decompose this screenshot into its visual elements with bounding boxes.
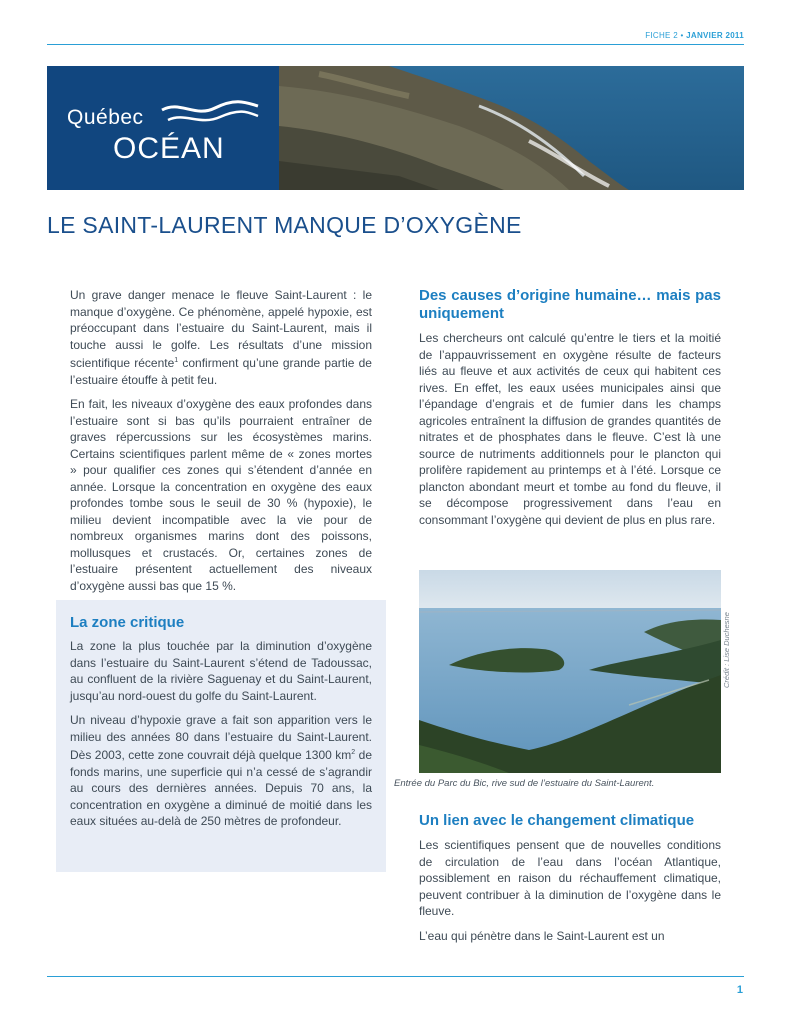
photo-credit: Crédit : Lise Duchesne bbox=[722, 612, 731, 688]
left-column bbox=[70, 287, 372, 594]
fiche-number: FICHE 2 bbox=[645, 31, 678, 40]
right-column bbox=[419, 287, 721, 528]
issue-date: JANVIER 2011 bbox=[686, 31, 744, 40]
logo-text-quebec: Québec bbox=[67, 106, 144, 129]
logo-block bbox=[47, 66, 279, 190]
page-number: 1 bbox=[736, 984, 743, 996]
superscript-2: 2 bbox=[351, 749, 356, 756]
footer-rule bbox=[47, 976, 744, 977]
critical-zone-paragraph-2: Un niveau d’hypoxie grave a fait son apparition vers le milieu des années 80 dans l’estuaire du Saint-Laurent. Dès 2003, cette zone couvrait déjà quelque 1300 $km^2$ de fonds marins, une superficie qui n’a cessé de s’agrandir au cours des dernières années. Depuis 70 ans, la concentration en oxygène a diminué de moitié dans les eaux situées au-delà de 250 mètres de profondeur. bbox=[70, 713, 373, 828]
header-bar bbox=[47, 28, 744, 45]
critical-zone-paragraph-1: La zone la plus touchée par la diminution d’oxygène dans l’estuaire du Saint-Laurent s’étend de Tadoussac, au confluent de la rivière Saguenay et du Saint-Laurent, jusqu’au nord-ouest du golfe du Saint-Laurent. bbox=[70, 639, 372, 703]
climate-paragraph: Les scientifiques pensent que de nouvelles conditions de circulation de l’eau dans l’océan Atlantique, possiblement en raison du réchauffement climatique, peuvent contribuer à la diminution de l’oxygène dans le fleuve. bbox=[419, 838, 721, 918]
logo-text-ocean: OCÉAN bbox=[113, 132, 225, 165]
photo-caption: Entrée du Parc du Bic, rive sud de l’estuaire du Saint-Laurent. bbox=[394, 778, 655, 789]
logo-waves-icon bbox=[160, 98, 260, 132]
climate-heading: Un lien avec le changement climatique bbox=[419, 812, 695, 829]
climate-section bbox=[419, 812, 721, 944]
coast-photo bbox=[279, 66, 744, 190]
critical-zone-box bbox=[56, 600, 386, 872]
issue-label bbox=[645, 31, 744, 40]
footnote-ref: 1 bbox=[174, 357, 179, 364]
deep-water-paragraph: En fait, les niveaux d’oxygène des eaux profondes dans l’estuaire sont si bas qu’ils pourraient entraîner de graves répercussions sur les écosystèmes marins. Certains scientifiques parlent même de « zones mortes » pour qualifier ces zones qui s’étendent d’année en année. Lorsque la concentration en oxygène des eaux profondes tombe sous le seuil de 30 % (hypoxie), le milieu devient incompatible avec la vie pour de nombreux organismes marins dont des poissons, mollusques et crustacés. Or, certaines zones de l’estuaire présentent actuellement des niveaux d’oxygène aussi bas que 15 %. bbox=[70, 397, 372, 593]
bic-park-photo bbox=[419, 570, 721, 773]
intro-paragraph: Un grave danger menace le fleuve Saint-Laurent : le manque d’oxygène. Ce phénomène, appelé hypoxie, est préoccupant dans l’estuaire du Saint-Laurent, mais il touche aussi le golfe. Les résultats d’une mission scientifique récente$^1$ confirment qu’une grande partie de l’estuaire étouffe à petit feu. bbox=[70, 288, 372, 387]
causes-heading: Des causes d’origine humaine… mais pas uniquement bbox=[419, 287, 721, 322]
causes-paragraph: Les chercheurs ont calculé qu’entre le tiers et la moitié de l’appauvrissement en oxygène résulte de facteurs liés au fleuve et aux activités de ceux qui habitent ces rives. En effet, les eaux usées municipales ainsi que l’épandage d’engrais et de fumier dans les champs agricoles entraînent la diffusion de grandes quantités de nitrates et de phosphates dans le fleuve. C’est là une source de nutriments additionnels pour le plancton qui prolifère rapidement au printemps et à l’été. Lorsque ce plancton abondant meurt et tombe au fond du fleuve, il se décompose progressivement dans l’eau en consommant l’oxygène qui devient de plus en plus rare. bbox=[419, 331, 721, 527]
critical-zone-content bbox=[70, 614, 372, 830]
page-title: LE SAINT-LAURENT MANQUE D’OXYGÈNE bbox=[47, 212, 522, 238]
critical-zone-title: La zone critique bbox=[70, 614, 185, 631]
climate-paragraph-continued: L’eau qui pénètre dans le Saint-Laurent est un bbox=[419, 928, 665, 943]
separator-dot: • bbox=[680, 31, 684, 40]
